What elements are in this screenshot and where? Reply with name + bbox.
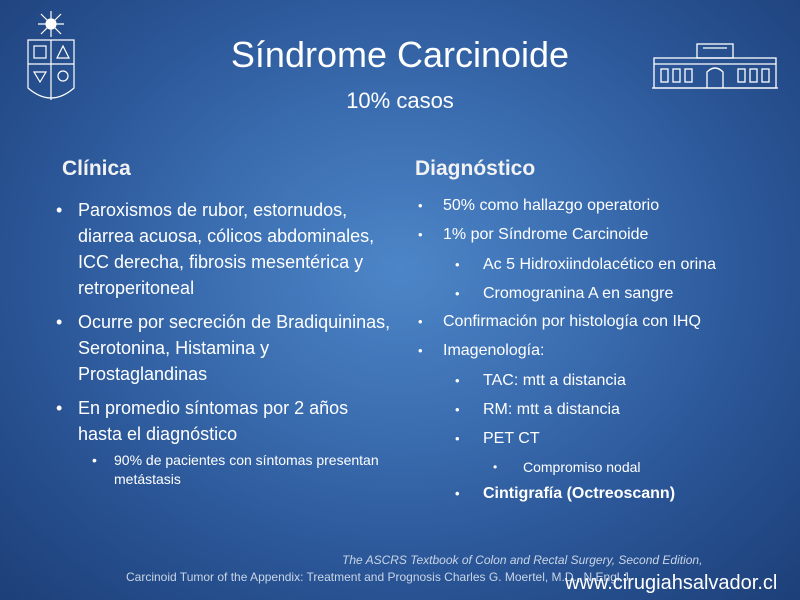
list-item: • Paroxismos de rubor, estornudos, diarrea acuosa, cólicos abdominales, ICC derecha, fibrosis mesentérica y retroperitoneal bbox=[50, 197, 395, 301]
list-item: • Imagenología: bbox=[413, 341, 773, 361]
sub-list-item: • PET CT bbox=[413, 428, 773, 450]
diagnostico-heading: Diagnóstico bbox=[415, 157, 536, 180]
reference-line-1: The ASCRS Textbook of Colon and Rectal Surgery, Second Edition, bbox=[342, 553, 703, 567]
sub-list-item: • Ac 5 Hidroxiindolacético en orina bbox=[413, 254, 773, 276]
sub-list-item: • Cromogranina A en sangre bbox=[413, 283, 773, 305]
sub-sub-list-item: • Compromiso nodal bbox=[413, 457, 773, 477]
list-item: • 1% por Síndrome Carcinoide bbox=[413, 225, 773, 245]
slide-title: Síndrome Carcinoide bbox=[230, 34, 570, 75]
sub-list bbox=[86, 451, 395, 489]
reference-line-2: Carcinoid Tumor of the Appendix: Treatment and Prognosis Charles G. Moertel, M.D., N Engl J bbox=[126, 570, 629, 584]
sub-list-item: • 90% de pacientes con síntomas presentan metástasis bbox=[86, 451, 395, 489]
clinica-heading: Clínica bbox=[62, 157, 131, 180]
slide-subtitle: 10% casos bbox=[346, 88, 454, 113]
sub-list-item: • RM: mtt a distancia bbox=[413, 399, 773, 421]
website-url: www.cirugiahsalvador.cl bbox=[565, 572, 778, 594]
list-item-text: En promedio síntomas por 2 años hasta el diagnóstico bbox=[78, 398, 349, 444]
diagnostico-list bbox=[413, 196, 773, 512]
clinica-list bbox=[50, 197, 395, 497]
list-item: • Confirmación por histología con IHQ bbox=[413, 312, 773, 332]
list-item bbox=[50, 395, 395, 489]
list-item: • Ocurre por secreción de Bradiquininas, Serotonina, Histamina y Prostaglandinas bbox=[50, 309, 395, 387]
sub-list-item: • Cintigrafía (Octreoscann) bbox=[413, 483, 773, 505]
sub-list-item: • TAC: mtt a distancia bbox=[413, 370, 773, 392]
list-item: • 50% como hallazgo operatorio bbox=[413, 196, 773, 216]
